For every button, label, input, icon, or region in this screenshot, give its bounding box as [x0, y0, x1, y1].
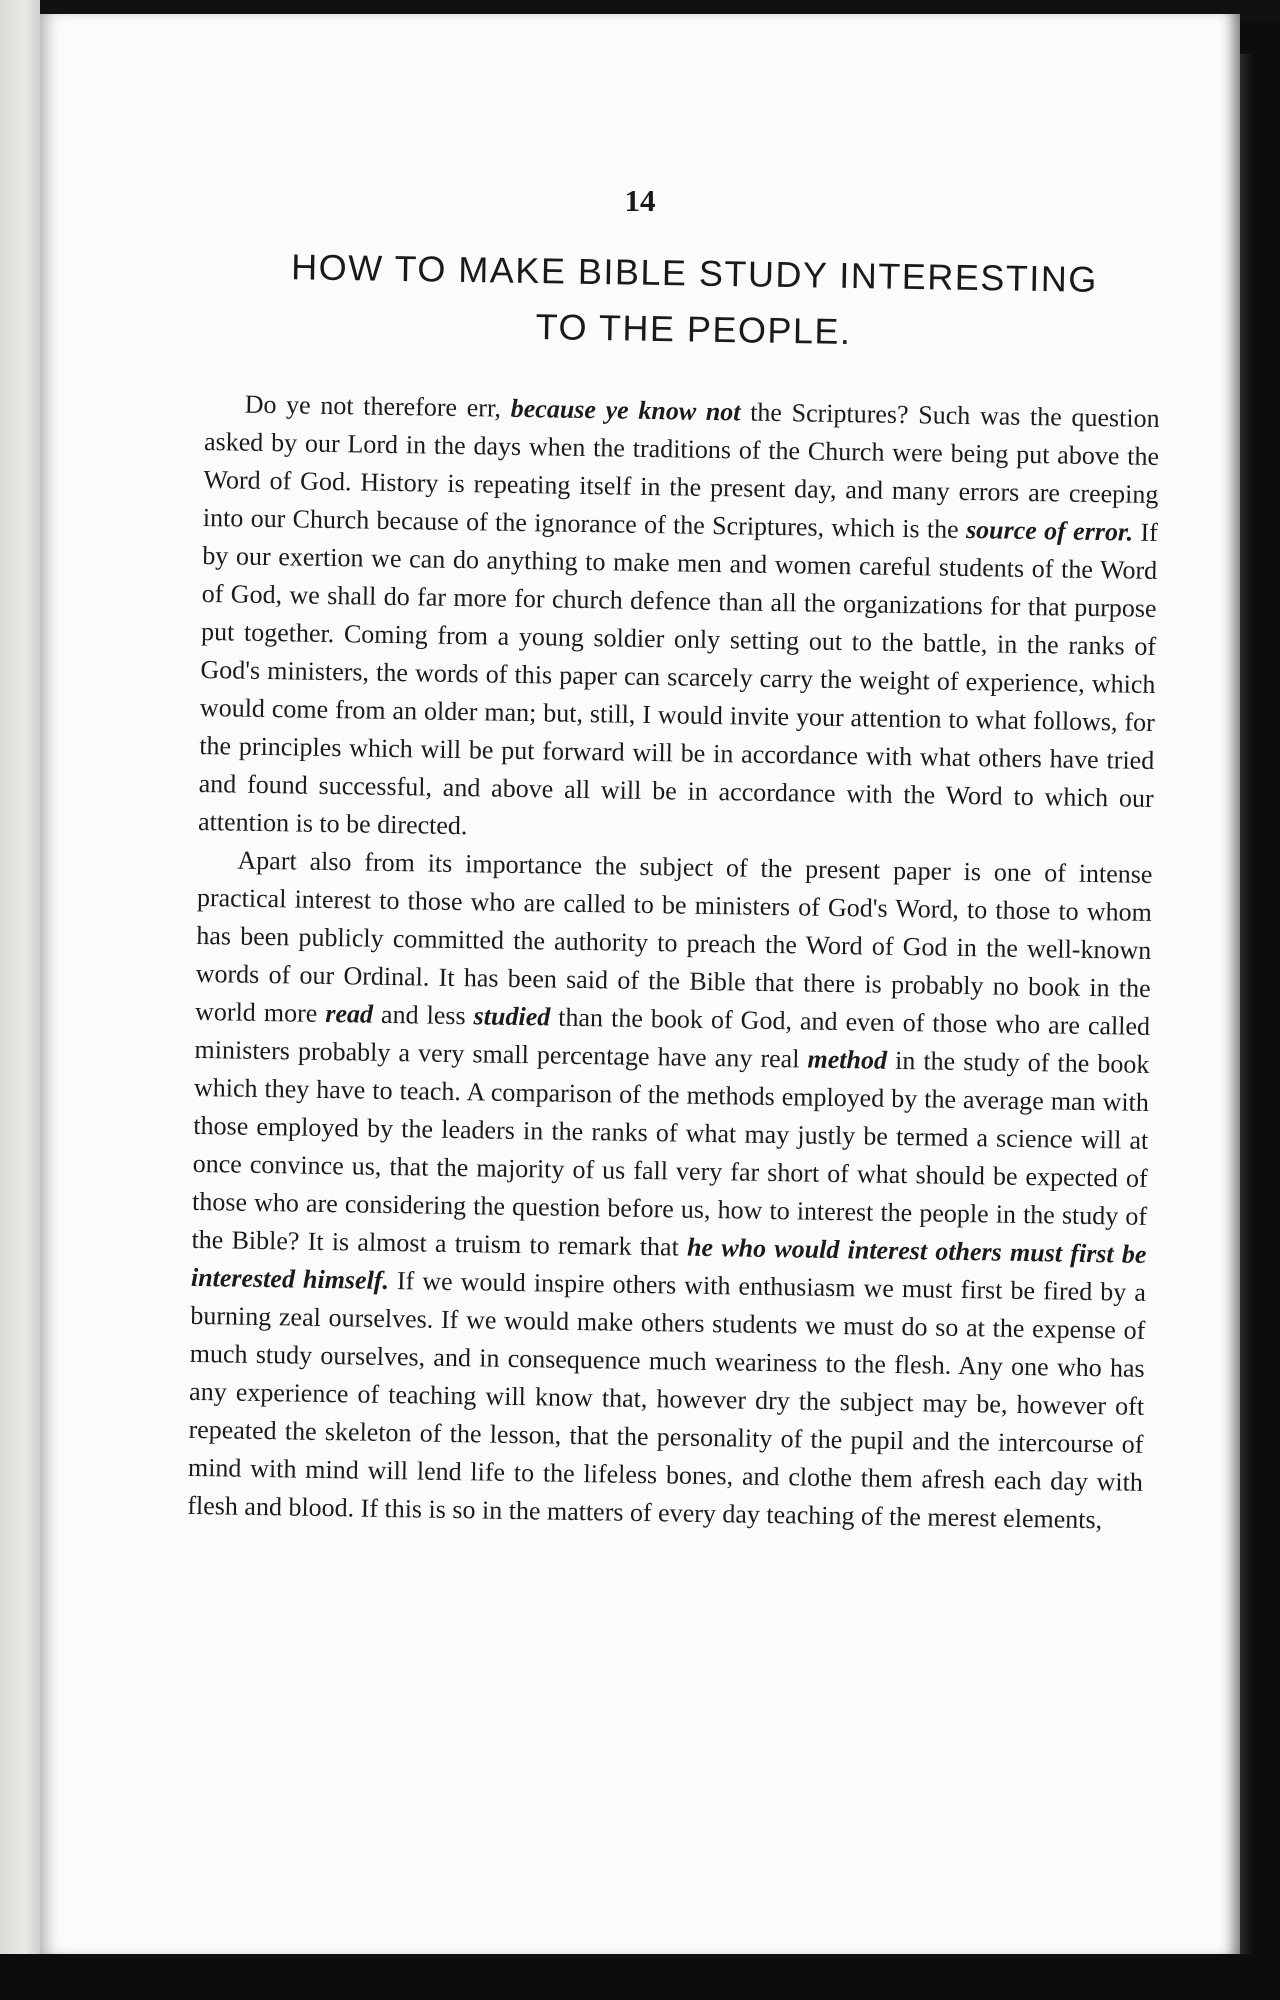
text-segment: in the study of the book which they have to teach. A comparison of the methods employed by the average man with those employed by the leaders in the ranks of what may justly be termed a science will at once convince us, that the majority of us fall very far short of what should be expected of those who are considering the question before us, how to interest the people in the study of the Bible? It is almost a truism to remark that — [191, 1045, 1150, 1262]
italic-segment: method — [807, 1044, 888, 1075]
paragraph-1 — [198, 385, 1160, 856]
page-title-line-1: HOW TO MAKE BIBLE STUDY INTERESTING — [290, 246, 1099, 300]
body-text — [187, 385, 1160, 1540]
paragraph-2 — [187, 841, 1153, 1540]
page-title-line-2: TO THE PEOPLE. — [535, 306, 852, 353]
italic-segment: studied — [473, 1001, 551, 1032]
page-number: 14 — [624, 183, 656, 218]
text-segment: and less — [372, 999, 474, 1031]
scan-bottom-border — [0, 1954, 1280, 2000]
page-title — [213, 238, 1175, 365]
text-segment: than the book of God, and even of those who are called ministers probably a very small percentage have any real — [194, 1002, 1151, 1074]
text-segment: Apart also from its importance the subject of the present paper is one of intense practical interest to those who are called to be ministers of God's Word, to those to whom has been publicly committed the authority to preach the Word of God in the well-known words of our Ordinal. It has been said of the Bible that there is probably no book in the world more — [194, 845, 1153, 1028]
page-right-shadow — [1240, 54, 1254, 1954]
text-segment: If we would inspire others with enthusiasm we must first be fired by a burning zeal ourselves. If we would make others students we must do so at the expense of much study ourselves, and in consequence much weariness to the flesh. Any one who has any experience of teaching will know that, however dry the subject may be, however oft repeated the skeleton of the lesson, that the personality of the pupil and the intercourse of mind with mind will lend life to the lifeless bones, and clothe them afresh each day with flesh and blood. If this is so in the matters of every day teaching of the merest elements, — [187, 1266, 1147, 1535]
text-segment: the Scriptures? Such was the question asked by our Lord in the days when the traditions of the Church were being put above the Word of God. History is repeating itself in the present day, and many errors are creeping into our Church because of the ignorance of the Scriptures, which is the — [202, 397, 1160, 544]
italic-segment: he who would interest others must first be interested himself. — [190, 1232, 1147, 1295]
italic-segment: source of error. — [965, 514, 1134, 547]
italic-segment: because ye know not — [510, 393, 741, 427]
italic-segment: read — [325, 998, 374, 1029]
book-binding-edge — [0, 0, 40, 1960]
text-segment: If by our exertion we can do anything to make men and women careful students of the Word of God, we shall do far more for church defence than all the organizations for that purpose put together. Coming from a young soldier only setting out to the battle, in the ranks of God's ministers, the words of this paper can scarcely carry the weight of experience, which would come from an older man; but, still, I would invite your attention to what follows, for the principles which will be put forward will be in accordance with what others have tried and found successful, and above all will be in accordance with the Word to which our attention is to be directed. — [197, 517, 1159, 841]
text-segment: Do ye not therefore err, — [244, 389, 511, 423]
